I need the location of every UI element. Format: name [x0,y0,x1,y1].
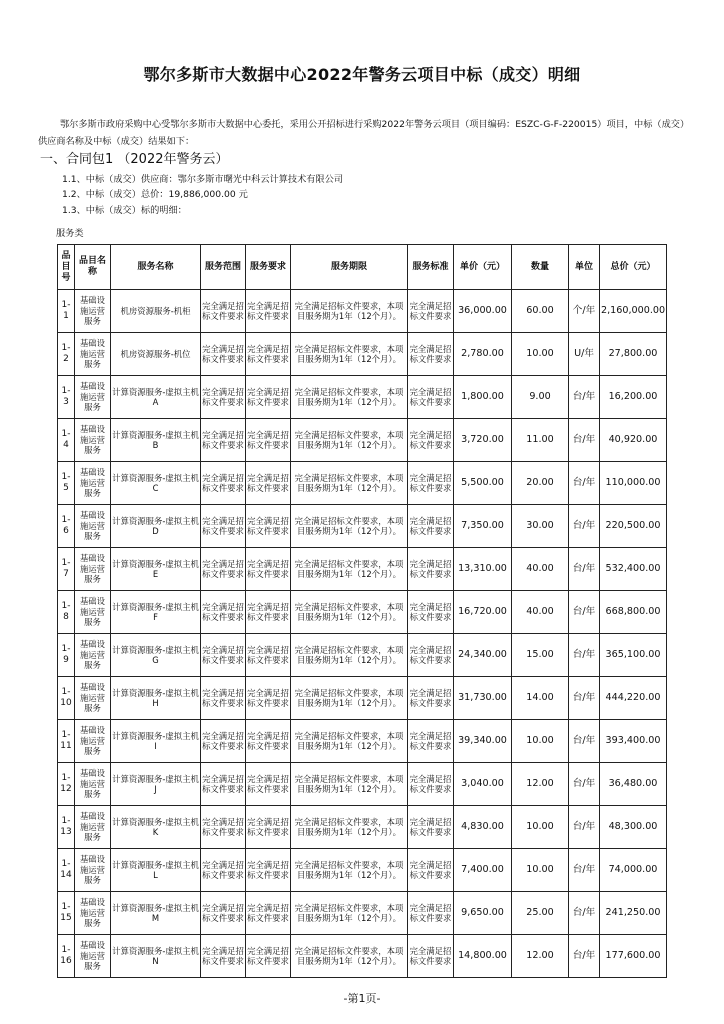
unit-price-cell: 2,780.00 [454,333,512,376]
service-period-cell: 完全满足招标文件要求，本项目服务期为1年（12个月）。 [291,634,408,677]
item-no-cell: 1-12 [58,763,75,806]
service-standard-cell: 完全满足招标文件要求 [408,677,454,720]
service-name-cell: 计算资源服务-虚拟主机E [111,548,201,591]
service-standard-cell: 完全满足招标文件要求 [408,935,454,978]
item-name-cell: 基础设施运营服务 [75,892,111,935]
quantity-cell: 10.00 [512,806,569,849]
unit-cell: U/年 [569,333,600,376]
service-standard-cell: 完全满足招标文件要求 [408,806,454,849]
table-row [58,419,667,462]
item-name-cell: 基础设施运营服务 [75,634,111,677]
total-price-cell: 241,250.00 [600,892,667,935]
item-no-cell: 1-3 [58,376,75,419]
category-label: 服务类 [56,228,84,239]
table-row [58,548,667,591]
service-period-cell: 完全满足招标文件要求，本项目服务期为1年（12个月）。 [291,763,408,806]
unit-cell: 台/年 [569,505,600,548]
service-period-cell: 完全满足招标文件要求，本项目服务期为1年（12个月）。 [291,849,408,892]
unit-price-cell: 1,800.00 [454,376,512,419]
service-name-cell: 计算资源服务-虚拟主机L [111,849,201,892]
service-scope-cell: 完全满足招标文件要求 [201,849,246,892]
quantity-cell: 10.00 [512,720,569,763]
table-row [58,677,667,720]
unit-price-cell: 36,000.00 [454,290,512,333]
unit-price-cell: 5,500.00 [454,462,512,505]
service-requirement-cell: 完全满足招标文件要求 [246,720,291,763]
quantity-cell: 40.00 [512,591,569,634]
item-no-cell: 1-9 [58,634,75,677]
item-name-cell: 基础设施运营服务 [75,720,111,763]
bid-detail-table [57,244,667,978]
item-name-cell: 基础设施运营服务 [75,935,111,978]
service-name-cell: 计算资源服务-虚拟主机I [111,720,201,763]
item-name-cell: 基础设施运营服务 [75,376,111,419]
table-row [58,892,667,935]
table-row [58,462,667,505]
service-requirement-cell: 完全满足招标文件要求 [246,376,291,419]
total-price-cell: 444,220.00 [600,677,667,720]
unit-cell: 台/年 [569,376,600,419]
header-service-period: 服务期限 [291,245,408,290]
quantity-cell: 12.00 [512,763,569,806]
quantity-cell: 14.00 [512,677,569,720]
service-requirement-cell: 完全满足招标文件要求 [246,634,291,677]
service-scope-cell: 完全满足招标文件要求 [201,462,246,505]
service-standard-cell: 完全满足招标文件要求 [408,634,454,677]
service-name-cell: 计算资源服务-虚拟主机A [111,376,201,419]
item-name-cell: 基础设施运营服务 [75,290,111,333]
service-period-cell: 完全满足招标文件要求，本项目服务期为1年（12个月）。 [291,548,408,591]
unit-cell: 台/年 [569,720,600,763]
unit-cell: 台/年 [569,591,600,634]
table-row [58,763,667,806]
item-name-cell: 基础设施运营服务 [75,677,111,720]
total-price-cell: 27,800.00 [600,333,667,376]
service-period-cell: 完全满足招标文件要求，本项目服务期为1年（12个月）。 [291,290,408,333]
item-no-cell: 1-6 [58,505,75,548]
item-no-cell: 1-16 [58,935,75,978]
item-name-cell: 基础设施运营服务 [75,763,111,806]
service-requirement-cell: 完全满足招标文件要求 [246,677,291,720]
service-standard-cell: 完全满足招标文件要求 [408,763,454,806]
service-standard-cell: 完全满足招标文件要求 [408,333,454,376]
service-period-cell: 完全满足招标文件要求，本项目服务期为1年（12个月）。 [291,720,408,763]
service-name-cell: 计算资源服务-虚拟主机J [111,763,201,806]
total-price-cell: 110,000.00 [600,462,667,505]
table-row [58,720,667,763]
header-item-no: 品目号 [58,245,75,290]
item-name-cell: 基础设施运营服务 [75,419,111,462]
total-price-cell: 220,500.00 [600,505,667,548]
service-period-cell: 完全满足招标文件要求，本项目服务期为1年（12个月）。 [291,677,408,720]
service-scope-cell: 完全满足招标文件要求 [201,892,246,935]
service-requirement-cell: 完全满足招标文件要求 [246,548,291,591]
total-price-cell: 40,920.00 [600,419,667,462]
total-price-cell: 668,800.00 [600,591,667,634]
service-standard-cell: 完全满足招标文件要求 [408,849,454,892]
service-standard-cell: 完全满足招标文件要求 [408,720,454,763]
supplier-line: 1.1、中标（成交）供应商：鄂尔多斯市曙光中科云计算技术有限公司 [62,174,344,185]
service-period-cell: 完全满足招标文件要求，本项目服务期为1年（12个月）。 [291,419,408,462]
unit-cell: 台/年 [569,634,600,677]
service-name-cell: 机房资源服务-机柜 [111,290,201,333]
item-name-cell: 基础设施运营服务 [75,849,111,892]
header-item-name: 品目名称 [75,245,111,290]
table-row [58,806,667,849]
header-service-standard: 服务标准 [408,245,454,290]
total-price-cell: 177,600.00 [600,935,667,978]
service-scope-cell: 完全满足招标文件要求 [201,333,246,376]
service-period-cell: 完全满足招标文件要求，本项目服务期为1年（12个月）。 [291,462,408,505]
table-row [58,849,667,892]
total-price-cell: 393,400.00 [600,720,667,763]
header-total-price: 总价（元） [600,245,667,290]
quantity-cell: 11.00 [512,419,569,462]
quantity-cell: 15.00 [512,634,569,677]
item-no-cell: 1-4 [58,419,75,462]
service-scope-cell: 完全满足招标文件要求 [201,720,246,763]
service-scope-cell: 完全满足招标文件要求 [201,548,246,591]
total-price-line: 1.2、中标（成交）总价：19,886,000.00 元 [62,189,248,200]
item-no-cell: 1-8 [58,591,75,634]
quantity-cell: 60.00 [512,290,569,333]
total-price-cell: 74,000.00 [600,849,667,892]
item-no-cell: 1-13 [58,806,75,849]
unit-cell: 台/年 [569,806,600,849]
total-price-cell: 48,300.00 [600,806,667,849]
service-period-cell: 完全满足招标文件要求，本项目服务期为1年（12个月）。 [291,376,408,419]
unit-cell: 台/年 [569,548,600,591]
service-period-cell: 完全满足招标文件要求，本项目服务期为1年（12个月）。 [291,591,408,634]
unit-cell: 台/年 [569,763,600,806]
service-name-cell: 计算资源服务-虚拟主机G [111,634,201,677]
unit-price-cell: 14,800.00 [454,935,512,978]
service-requirement-cell: 完全满足招标文件要求 [246,806,291,849]
item-no-cell: 1-14 [58,849,75,892]
unit-price-cell: 13,310.00 [454,548,512,591]
unit-price-cell: 16,720.00 [454,591,512,634]
item-name-cell: 基础设施运营服务 [75,591,111,634]
item-name-cell: 基础设施运营服务 [75,548,111,591]
unit-price-cell: 24,340.00 [454,634,512,677]
quantity-cell: 20.00 [512,462,569,505]
service-scope-cell: 完全满足招标文件要求 [201,634,246,677]
service-name-cell: 计算资源服务-虚拟主机B [111,419,201,462]
unit-cell: 台/年 [569,892,600,935]
service-standard-cell: 完全满足招标文件要求 [408,548,454,591]
service-name-cell: 计算资源服务-虚拟主机H [111,677,201,720]
intro-paragraph: 鄂尔多斯市政府采购中心受鄂尔多斯市大数据中心委托，采用公开招标进行采购2022年警务云项目（项目编码：ESZC-G-F-220015）项目，中标（成交）供应商名称及中标（成交）结果如下： [38,119,690,147]
service-scope-cell: 完全满足招标文件要求 [201,677,246,720]
table-header-row [58,245,667,290]
service-name-cell: 计算资源服务-虚拟主机K [111,806,201,849]
total-price-cell: 16,200.00 [600,376,667,419]
table-row [58,935,667,978]
unit-cell: 台/年 [569,849,600,892]
header-unit-price: 单价（元） [454,245,512,290]
service-name-cell: 计算资源服务-虚拟主机C [111,462,201,505]
unit-cell: 台/年 [569,677,600,720]
service-requirement-cell: 完全满足招标文件要求 [246,505,291,548]
item-no-cell: 1-15 [58,892,75,935]
item-no-cell: 1-2 [58,333,75,376]
header-unit: 单位 [569,245,600,290]
service-scope-cell: 完全满足招标文件要求 [201,935,246,978]
quantity-cell: 10.00 [512,849,569,892]
service-name-cell: 计算资源服务-虚拟主机N [111,935,201,978]
table-row [58,290,667,333]
service-standard-cell: 完全满足招标文件要求 [408,290,454,333]
quantity-cell: 40.00 [512,548,569,591]
unit-price-cell: 3,040.00 [454,763,512,806]
service-period-cell: 完全满足招标文件要求，本项目服务期为1年（12个月）。 [291,892,408,935]
service-requirement-cell: 完全满足招标文件要求 [246,849,291,892]
service-name-cell: 机房资源服务-机位 [111,333,201,376]
table-row [58,634,667,677]
total-price-cell: 2,160,000.00 [600,290,667,333]
item-no-cell: 1-7 [58,548,75,591]
unit-price-cell: 7,400.00 [454,849,512,892]
quantity-cell: 9.00 [512,376,569,419]
service-name-cell: 计算资源服务-虚拟主机F [111,591,201,634]
service-period-cell: 完全满足招标文件要求，本项目服务期为1年（12个月）。 [291,333,408,376]
total-price-cell: 532,400.00 [600,548,667,591]
quantity-cell: 10.00 [512,333,569,376]
header-service-requirement: 服务要求 [246,245,291,290]
unit-price-cell: 9,650.00 [454,892,512,935]
header-quantity: 数量 [512,245,569,290]
service-scope-cell: 完全满足招标文件要求 [201,290,246,333]
unit-price-cell: 3,720.00 [454,419,512,462]
header-service-name: 服务名称 [111,245,201,290]
service-requirement-cell: 完全满足招标文件要求 [246,290,291,333]
service-requirement-cell: 完全满足招标文件要求 [246,591,291,634]
quantity-cell: 25.00 [512,892,569,935]
service-scope-cell: 完全满足招标文件要求 [201,419,246,462]
unit-price-cell: 31,730.00 [454,677,512,720]
table-row [58,591,667,634]
service-standard-cell: 完全满足招标文件要求 [408,376,454,419]
service-requirement-cell: 完全满足招标文件要求 [246,462,291,505]
unit-price-cell: 4,830.00 [454,806,512,849]
unit-cell: 台/年 [569,935,600,978]
item-name-cell: 基础设施运营服务 [75,462,111,505]
total-price-cell: 36,480.00 [600,763,667,806]
unit-cell: 个/年 [569,290,600,333]
service-scope-cell: 完全满足招标文件要求 [201,505,246,548]
service-scope-cell: 完全满足招标文件要求 [201,591,246,634]
unit-price-cell: 7,350.00 [454,505,512,548]
service-requirement-cell: 完全满足招标文件要求 [246,892,291,935]
item-name-cell: 基础设施运营服务 [75,505,111,548]
service-standard-cell: 完全满足招标文件要求 [408,591,454,634]
service-requirement-cell: 完全满足招标文件要求 [246,763,291,806]
quantity-cell: 12.00 [512,935,569,978]
service-period-cell: 完全满足招标文件要求，本项目服务期为1年（12个月）。 [291,505,408,548]
unit-cell: 台/年 [569,419,600,462]
header-service-scope: 服务范围 [201,245,246,290]
service-scope-cell: 完全满足招标文件要求 [201,806,246,849]
total-price-cell: 365,100.00 [600,634,667,677]
document-title: 鄂尔多斯市大数据中心2022年警务云项目中标（成交）明细 [143,65,581,84]
service-standard-cell: 完全满足招标文件要求 [408,505,454,548]
item-name-cell: 基础设施运营服务 [75,806,111,849]
service-requirement-cell: 完全满足招标文件要求 [246,333,291,376]
table-row [58,376,667,419]
table-row [58,333,667,376]
service-name-cell: 计算资源服务-虚拟主机D [111,505,201,548]
service-requirement-cell: 完全满足招标文件要求 [246,419,291,462]
service-period-cell: 完全满足招标文件要求，本项目服务期为1年（12个月）。 [291,806,408,849]
service-scope-cell: 完全满足招标文件要求 [201,376,246,419]
service-standard-cell: 完全满足招标文件要求 [408,892,454,935]
item-name-cell: 基础设施运营服务 [75,333,111,376]
item-no-cell: 1-5 [58,462,75,505]
service-standard-cell: 完全满足招标文件要求 [408,462,454,505]
table-row [58,505,667,548]
unit-cell: 台/年 [569,462,600,505]
item-no-cell: 1-10 [58,677,75,720]
service-requirement-cell: 完全满足招标文件要求 [246,935,291,978]
service-standard-cell: 完全满足招标文件要求 [408,419,454,462]
page-footer: -第1页- [343,992,381,1005]
quantity-cell: 30.00 [512,505,569,548]
item-no-cell: 1-1 [58,290,75,333]
item-no-cell: 1-11 [58,720,75,763]
section-heading: 一、合同包1 （2022年警务云） [40,152,229,167]
service-name-cell: 计算资源服务-虚拟主机M [111,892,201,935]
detail-line: 1.3、中标（成交）标的明细： [62,205,187,216]
service-scope-cell: 完全满足招标文件要求 [201,763,246,806]
unit-price-cell: 39,340.00 [454,720,512,763]
service-period-cell: 完全满足招标文件要求，本项目服务期为1年（12个月）。 [291,935,408,978]
